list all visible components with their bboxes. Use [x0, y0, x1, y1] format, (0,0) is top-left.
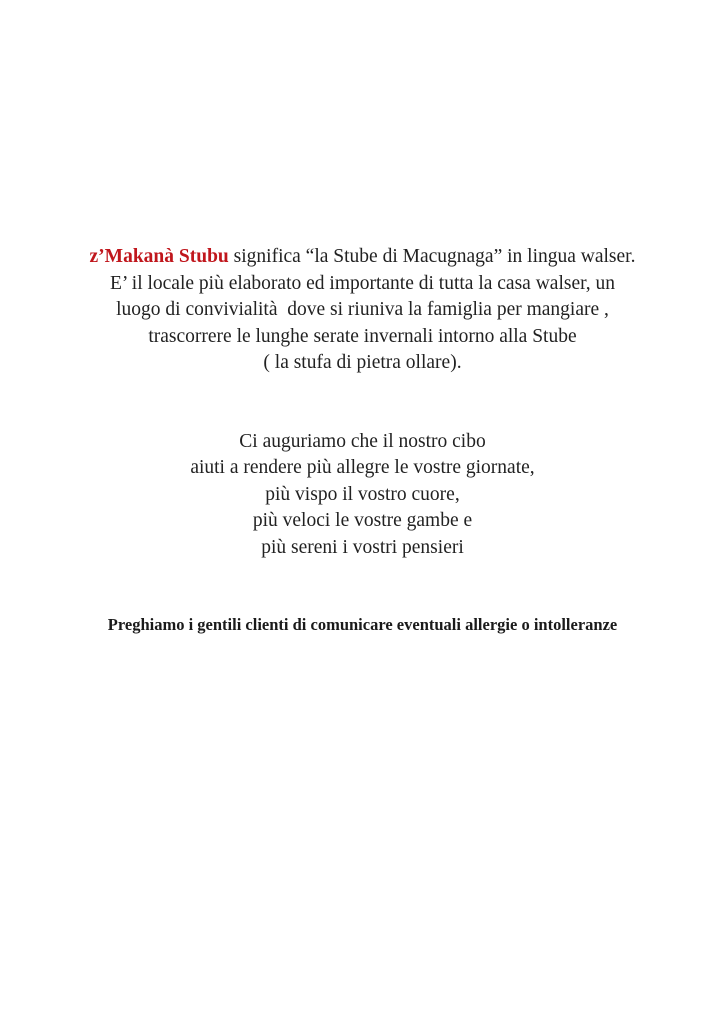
wish-line-1: Ci auguriamo che il nostro cibo — [239, 431, 486, 452]
intro-line-2: E’ il locale più elaborato ed importante di tutta la casa walser, un — [109, 272, 616, 294]
wish-line-3: più vispo il vostro cuore, — [265, 483, 460, 505]
intro-line-1-text: significa “la Stube di Macugnaga” in lingua walser. — [228, 246, 636, 267]
wish-line-2: aiuti a rendere più allegre le vostre giornate, — [190, 457, 535, 479]
intro-line-3: luogo di convivialità dove si riuniva la famiglia per mangiare , — [116, 299, 609, 321]
brand-name: z’Makanà Stubu — [89, 246, 229, 267]
intro-paragraph — [0, 244, 725, 377]
wish-line-4: più veloci le vostre gambe e — [252, 510, 473, 532]
wish-paragraph — [0, 429, 725, 561]
allergy-notice: Preghiamo i gentili clienti di comunicare eventuali allergie o intolleranze — [107, 615, 618, 634]
intro-line-5: ( la stufa di pietra ollare). — [263, 352, 462, 374]
intro-line-4: trascorrere le lunghe serate invernali intorno alla Stube — [148, 325, 577, 347]
intro-line-1 — [0, 244, 725, 271]
wish-line-5: più sereni i vostri pensieri — [261, 536, 464, 558]
